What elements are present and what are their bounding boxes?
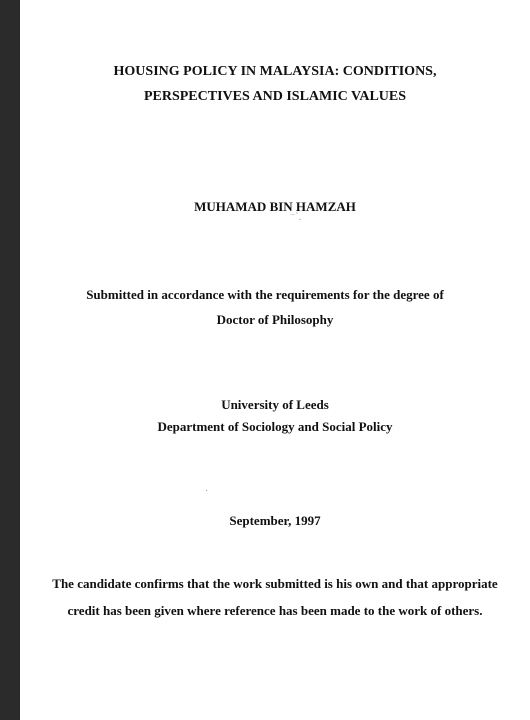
thesis-title-line-1: HOUSING POLICY IN MALAYSIA: CONDITIONS,	[113, 64, 437, 79]
university-name: University of Leeds	[221, 397, 329, 412]
scan-edge-bar	[0, 0, 20, 720]
scan-mark: ⁻`.	[290, 212, 302, 223]
department-name: Department of Sociology and Social Policy	[157, 419, 393, 434]
scan-speck: ·	[205, 486, 209, 497]
confirmation-statement-line-1: The candidate confirms that the work submitted is his own and that appropriate	[52, 576, 498, 591]
submission-date: September, 1997	[229, 513, 321, 528]
author-name: MUHAMAD BIN HAMZAH	[194, 199, 356, 214]
submission-statement: Submitted in accordance with the requirements for the degree of	[86, 287, 444, 302]
degree-name: Doctor of Philosophy	[216, 312, 334, 327]
thesis-title-line-2: PERSPECTIVES AND ISLAMIC VALUES	[143, 89, 407, 104]
confirmation-statement-line-2: credit has been given where reference has been made to the work of others.	[67, 603, 483, 618]
